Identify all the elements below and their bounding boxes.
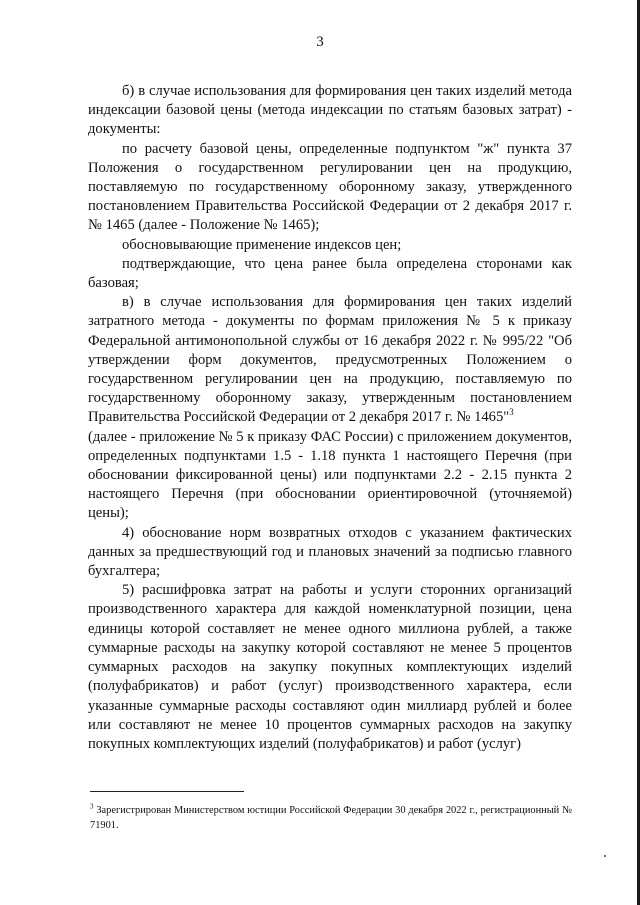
- footnote: [90, 803, 572, 833]
- paragraph-base-price: по расчету базовой цены, определенные подпунктом "ж" пункта 37 Положения о государственном регулировании цен на продукцию, поставляемую по государственному оборонному заказу, утвержденного постановлением Правительства Российской Федерации от 2 декабря 2017 г. № 1465 (далее - Положение № 1465);: [88, 140, 572, 234]
- footnote-divider: [90, 791, 244, 792]
- scan-speck: [604, 855, 606, 857]
- paragraph-confirming: подтверждающие, что цена ранее была определена сторонами как базовая;: [88, 255, 572, 292]
- footnote-text: Зарегистрирован Министерством юстиции Российской Федерации 30 декабря 2022 г., регистрационный № 71901.: [90, 805, 572, 831]
- paragraph-4: 4) обоснование норм возвратных отходов с указанием фактических данных за предшествующий год и плановых значений за подписью главного бухгалтера;: [88, 524, 572, 580]
- paragraph-v: [88, 293, 572, 427]
- footnote-reference[interactable]: 3: [509, 407, 514, 418]
- page-number: 3: [316, 34, 324, 50]
- paragraph-v-continued: (далее - приложение № 5 к приказу ФАС России) с приложением документов, определенных подпунктами 1.5 - 1.18 пункта 1 настоящего Перечня (при обосновании фиксированной цены) или подпунктами 2.2 - 2.15 пункта 2 настоящего Перечня (при обосновании ориентировочной (уточняемой) цены);: [88, 428, 572, 522]
- footnote-mark: 3: [90, 802, 94, 811]
- body-text: [88, 82, 572, 754]
- paragraph-b: б) в случае использования для формирования цен таких изделий метода индексации базовой цены (метода индексации по статьям базовых затрат) - документы:: [88, 83, 572, 138]
- paragraph-5: 5) расшифровка затрат на работы и услуги сторонних организаций производственного характера для каждой номенклатурной позиции, цена единицы которой составляет не менее одного миллиона рублей, а также суммарные расходы на закупку которой составляют не менее 5 процентов суммарных расходов на закупку покупных комплектующих изделий (полуфабрикатов) и работ (услуг) производственного характера, если указанные суммарные расходы составляют один миллиард рублей и более или составляют не менее 10 процентов суммарных расходов на закупку покупных комплектующих изделий (полуфабрикатов) и работ (услуг): [88, 582, 572, 752]
- paragraph-indices: обосновывающие применение индексов цен;: [122, 236, 402, 253]
- paragraph-v-text: в) в случае использования для формирования цен таких изделий затратного метода - документы по формам приложения № 5 к приказу Федеральной антимонопольной службы от 16 декабря 2022 г. № 995/22 "Об утверждении форм документов, предусмотренных Положением о государственном регулировании цен на продукцию, поставляемую по государственному оборонному заказу, утвержденным постановлением Правительства Российской Федерации от 2 декабря 2017 г. № 1465": [88, 294, 572, 426]
